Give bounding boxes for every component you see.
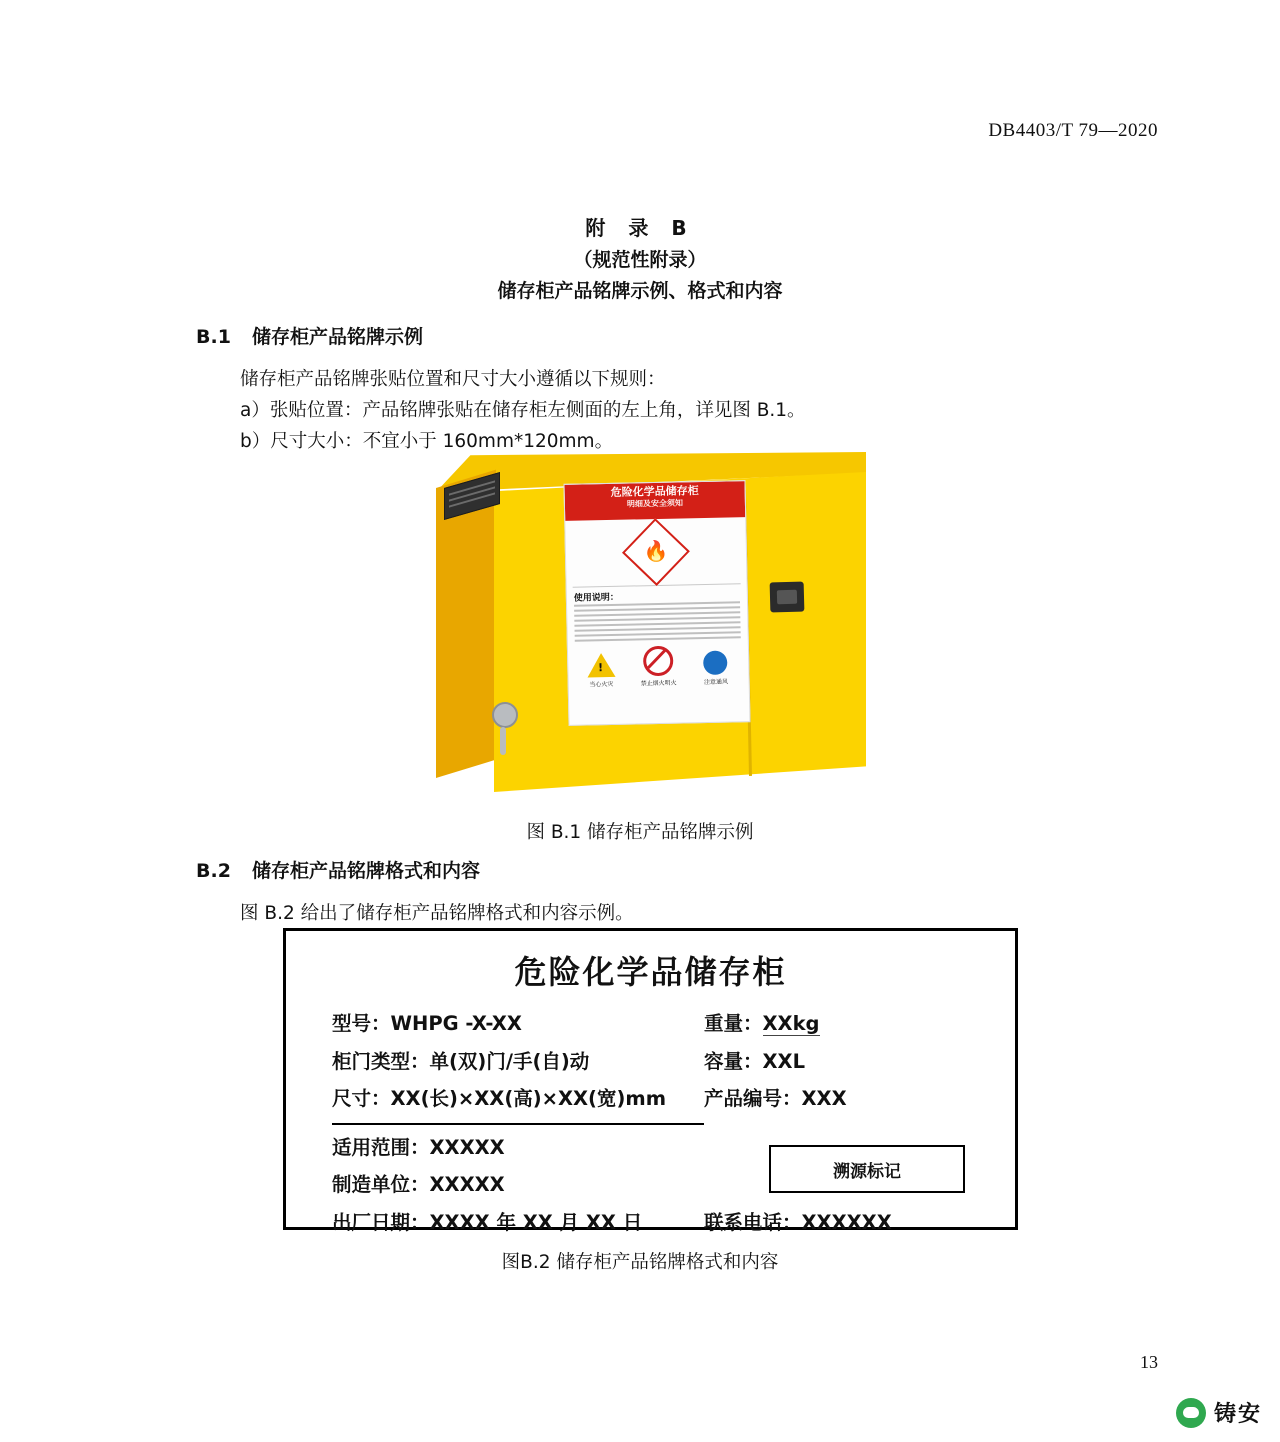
standard-code-header: DB4403/T 79—2020 [988, 120, 1158, 141]
page-number: 13 [1140, 1352, 1158, 1372]
row1-left-value: 单(双)门/手(自)动 [429, 1049, 590, 1073]
wechat-logo-icon [1176, 1398, 1206, 1428]
warning-fire-label: 当心火灾 [589, 680, 614, 689]
nameplate-cell [704, 1014, 969, 1034]
lower0-value: XXXXX [429, 1135, 505, 1159]
nameplate-cell [704, 1089, 969, 1109]
annex-name: 储存柜产品铭牌示例、格式和内容 [497, 280, 783, 303]
nameplate-row [332, 1080, 969, 1118]
figure-b1-caption: 图 B.1 储存柜产品铭牌示例 [526, 822, 754, 843]
lower2-label: 出厂日期： [332, 1210, 430, 1234]
cabinet-handle-stem-icon [500, 727, 506, 755]
nameplate-cell [332, 1175, 704, 1195]
sticker-safety-icons [568, 644, 749, 689]
figure-b2-caption: 图B.2 储存柜产品铭牌格式和内容 [501, 1252, 779, 1273]
row0-left-label: 型号： [332, 1012, 391, 1035]
watermark [1176, 1397, 1262, 1428]
row0-left-value: WHPG -X-XX [390, 1012, 522, 1035]
row1-left-label: 柜门类型： [332, 1049, 430, 1073]
nameplate-section-divider [332, 1123, 704, 1125]
sticker-banner-line2: 明细及安全须知 [626, 498, 683, 509]
ventilation-icon [692, 650, 739, 686]
no-open-flame-icon [635, 646, 682, 688]
sticker-instructions-title: 使用说明： [573, 592, 620, 604]
watermark-label: 铸安 [1213, 1402, 1262, 1427]
paragraph-rule-b: b）尺寸大小：不宜小于 160mm*120mm。 [240, 431, 614, 452]
flame-hazard-icon [622, 518, 690, 586]
nameplate-cell [332, 1049, 704, 1073]
nameplate-cell [332, 1135, 704, 1159]
lower0-label: 适用范围： [332, 1135, 430, 1159]
flame-glyph-icon: 🔥 [643, 540, 669, 564]
lower1-value: XXXXX [429, 1173, 505, 1196]
annex-title: 附 录 B [585, 216, 695, 240]
row1-right-value: XXL [762, 1049, 806, 1073]
ventilation-label: 注意通风 [703, 678, 729, 687]
section-number-b2: B.2 [196, 860, 231, 882]
row0-right-label: 重量： [704, 1012, 763, 1035]
row0-right-value: XXkg [762, 1012, 820, 1035]
paragraph-rules-intro: 储存柜产品铭牌张贴位置和尺寸大小遵循以下规则： [240, 369, 666, 390]
row2-right-value: XXX [801, 1087, 847, 1110]
nameplate-title: 危险化学品储存柜 [514, 953, 787, 991]
annex-heading-block [0, 212, 1280, 308]
section-number-b1: B.1 [196, 326, 231, 348]
section-title-b2: 储存柜产品铭牌格式和内容 [252, 860, 481, 882]
nameplate-cell [704, 1049, 969, 1073]
row2-left-label: 尺寸： [332, 1087, 391, 1110]
section-heading-b1 [196, 322, 423, 349]
section-title-b1: 储存柜产品铭牌示例 [252, 326, 424, 348]
nameplate-cell [332, 1089, 704, 1109]
sticker-hazard-diamond-area [565, 517, 746, 587]
warning-fire-icon [578, 653, 625, 689]
row1-right-label: 容量： [704, 1049, 763, 1073]
cabinet-nameplate-sticker [563, 480, 750, 726]
phone-value: XXXXXX [801, 1210, 892, 1234]
row2-left-value: XX(长)×XX(高)×XX(宽)mm [390, 1087, 667, 1110]
lower1-label: 制造单位： [332, 1173, 430, 1196]
figure-cabinet-photo [436, 452, 866, 812]
nameplate-cell [704, 1210, 969, 1234]
nameplate-row [332, 1005, 969, 1043]
sticker-banner [565, 481, 746, 521]
nameplate-row [332, 1204, 969, 1242]
traceability-mark-box: 溯源标记 [769, 1145, 965, 1193]
nameplate-rows [332, 1005, 969, 1241]
nameplate-row [332, 1043, 969, 1081]
paragraph-rule-a: a）张贴位置：产品铭牌张贴在储存柜左侧面的左上角，详见图 B.1。 [240, 400, 806, 421]
paragraph-b2-intro: 图 B.2 给出了储存柜产品铭牌格式和内容示例。 [240, 903, 634, 924]
nameplate-figure [283, 928, 1018, 1234]
lower2-value: XXXX 年 XX 月 XX 日 [429, 1210, 643, 1234]
no-open-flame-label: 禁止烟火明火 [640, 679, 677, 688]
sticker-banner-line1: 危险化学品储存柜 [610, 484, 699, 499]
phone-label: 联系电话： [704, 1210, 802, 1234]
row2-right-label: 产品编号： [704, 1087, 802, 1110]
section-heading-b2 [196, 856, 480, 883]
sticker-instructions-lines [574, 601, 741, 641]
nameplate-cell [332, 1210, 704, 1234]
cabinet-handle-icon [492, 702, 518, 728]
annex-subtitle: （规范性附录） [573, 249, 707, 271]
cabinet-lock-icon [770, 582, 805, 613]
nameplate-cell [332, 1014, 704, 1034]
